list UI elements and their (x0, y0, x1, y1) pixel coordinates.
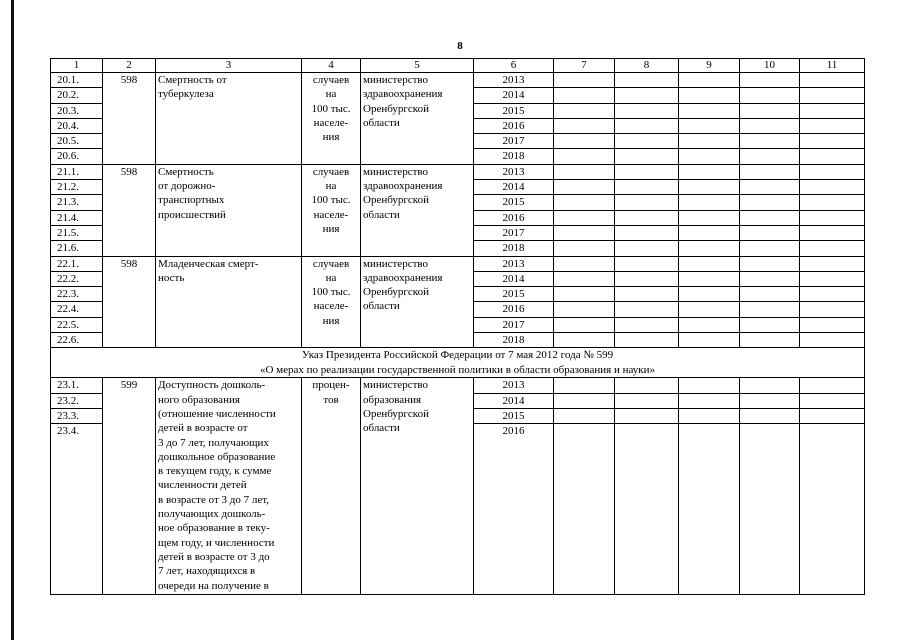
value-cell-col8 (615, 393, 679, 408)
row-number-cell: 21.2. (51, 180, 103, 195)
cell-line: тов (323, 393, 339, 406)
year-cell: 2018 (474, 241, 554, 256)
cell-line: 7 лет, находящихся в (158, 565, 256, 578)
cell-line: области (363, 116, 400, 129)
value-cell-col11 (800, 333, 865, 348)
value-cell-col7 (554, 180, 615, 195)
year-cell: 2014 (474, 180, 554, 195)
cell-line: Оренбургской (363, 286, 429, 299)
value-cell-col10 (740, 424, 800, 595)
value-cell-col11 (800, 180, 865, 195)
year-cell: 2017 (474, 134, 554, 149)
cell-line: ния (322, 131, 340, 144)
cell-line: министерство (363, 74, 429, 86)
year-cell: 2016 (474, 424, 554, 595)
cell-line: случаев (312, 257, 350, 270)
value-cell-col7 (554, 225, 615, 240)
value-cell-col9 (679, 180, 740, 195)
table-row (51, 73, 865, 88)
value-cell-col10 (740, 103, 800, 118)
value-cell-col7 (554, 333, 615, 348)
indicator-cell (156, 73, 302, 165)
value-cell-col9 (679, 134, 740, 149)
value-cell-col9 (679, 302, 740, 317)
value-cell-col7 (554, 103, 615, 118)
year-cell: 2014 (474, 393, 554, 408)
value-cell-col9 (679, 333, 740, 348)
cell-line: области (363, 300, 400, 313)
value-cell-col10 (740, 180, 800, 195)
column-header: 2 (103, 59, 156, 73)
value-cell-col7 (554, 256, 615, 271)
value-cell-col9 (679, 424, 740, 595)
row-number-cell: 21.3. (51, 195, 103, 210)
row-number-cell: 20.1. (51, 73, 103, 88)
row-number-cell: 20.3. (51, 103, 103, 118)
row-number-cell: 22.5. (51, 317, 103, 332)
page-number: 8 (457, 40, 463, 52)
value-cell-col11 (800, 378, 865, 393)
value-cell-col10 (740, 73, 800, 88)
decree-cell: 598 (103, 73, 156, 165)
value-cell-col8 (615, 103, 679, 118)
value-cell-col10 (740, 134, 800, 149)
unit-cell (302, 73, 361, 165)
row-number-cell: 22.2. (51, 271, 103, 286)
unit-cell (302, 164, 361, 256)
value-cell-col11 (800, 287, 865, 302)
value-cell-col8 (615, 287, 679, 302)
value-cell-col10 (740, 164, 800, 179)
cell-line: 100 тыс. (311, 286, 351, 299)
year-cell: 2017 (474, 225, 554, 240)
cell-line: области (363, 422, 400, 435)
year-cell: 2018 (474, 333, 554, 348)
cell-line: Младенческая смерт- (158, 257, 259, 270)
value-cell-col10 (740, 317, 800, 332)
value-cell-col8 (615, 149, 679, 164)
value-cell-col11 (800, 73, 865, 88)
cell-line: транспортных (158, 194, 225, 207)
year-cell: 2014 (474, 88, 554, 103)
row-number-cell: 22.6. (51, 333, 103, 348)
value-cell-col11 (800, 317, 865, 332)
value-cell-col7 (554, 210, 615, 225)
value-cell-col9 (679, 149, 740, 164)
value-cell-col9 (679, 195, 740, 210)
value-cell-col7 (554, 408, 615, 423)
year-cell: 2015 (474, 103, 554, 118)
value-cell-col9 (679, 256, 740, 271)
row-number-cell: 22.1. (51, 256, 103, 271)
column-header: 1 (51, 59, 103, 73)
value-cell-col7 (554, 424, 615, 595)
indicator-cell (156, 164, 302, 256)
year-cell: 2016 (474, 118, 554, 133)
value-cell-col10 (740, 271, 800, 286)
responsible-cell (361, 378, 474, 595)
row-number-cell: 21.4. (51, 210, 103, 225)
value-cell-col11 (800, 210, 865, 225)
cell-line: ния (322, 222, 340, 235)
row-number-cell: 20.2. (51, 88, 103, 103)
value-cell-col7 (554, 287, 615, 302)
decree-cell: 598 (103, 256, 156, 348)
value-cell-col8 (615, 241, 679, 256)
cell-line: населе- (313, 208, 349, 221)
responsible-cell (361, 73, 474, 165)
value-cell-col9 (679, 164, 740, 179)
value-cell-col8 (615, 424, 679, 595)
year-cell: 2015 (474, 408, 554, 423)
value-cell-col11 (800, 225, 865, 240)
value-cell-col9 (679, 118, 740, 133)
cell-line: дошкольное образование (158, 450, 276, 463)
cell-line: получающих дошколь- (158, 508, 266, 521)
cell-line: на (325, 180, 337, 193)
cell-line: детей в возрасте от 3 до (158, 550, 270, 563)
value-cell-col8 (615, 271, 679, 286)
cell-line: ное образование в теку- (158, 522, 270, 535)
cell-line: Смертность (158, 165, 214, 178)
value-cell-col9 (679, 73, 740, 88)
row-number-cell: 22.3. (51, 287, 103, 302)
cell-line: щем году, и численности (158, 536, 275, 549)
column-header: 10 (740, 59, 800, 73)
value-cell-col8 (615, 225, 679, 240)
cell-line: процен- (312, 379, 350, 392)
value-cell-col8 (615, 88, 679, 103)
value-cell-col7 (554, 118, 615, 133)
table-row (51, 378, 865, 393)
cell-line: в текущем году, к сумме (158, 465, 272, 478)
value-cell-col8 (615, 302, 679, 317)
value-cell-col10 (740, 333, 800, 348)
value-cell-col8 (615, 73, 679, 88)
value-cell-col8 (615, 317, 679, 332)
column-header: 11 (800, 59, 865, 73)
cell-line: населе- (313, 116, 349, 129)
column-header: 3 (156, 59, 302, 73)
value-cell-col9 (679, 317, 740, 332)
value-cell-col9 (679, 378, 740, 393)
row-number-cell: 21.5. (51, 225, 103, 240)
cell-line: ного образования (158, 393, 240, 406)
value-cell-col11 (800, 134, 865, 149)
cell-line: на (325, 88, 337, 101)
value-cell-col11 (800, 118, 865, 133)
cell-line: Оренбургской (363, 194, 429, 207)
cell-line: Смертность от (158, 74, 227, 86)
row-number-cell: 23.4. (51, 424, 103, 595)
year-cell: 2017 (474, 317, 554, 332)
value-cell-col8 (615, 210, 679, 225)
value-cell-col7 (554, 241, 615, 256)
indicators-table (50, 58, 865, 595)
decree-cell: 598 (103, 164, 156, 256)
cell-line: от дорожно- (158, 180, 216, 193)
cell-line: министерство (363, 165, 429, 178)
cell-line: здравоохранения (363, 88, 443, 101)
cell-line: очереди на получение в (158, 579, 269, 592)
cell-line: образования (363, 393, 422, 406)
value-cell-col10 (740, 287, 800, 302)
table-row (51, 164, 865, 179)
value-cell-col11 (800, 408, 865, 423)
value-cell-col11 (800, 271, 865, 286)
cell-line: на (325, 271, 337, 284)
value-cell-col9 (679, 241, 740, 256)
section-header-row (51, 348, 865, 378)
value-cell-col10 (740, 378, 800, 393)
cell-line: происшествий (158, 208, 226, 221)
value-cell-col11 (800, 256, 865, 271)
value-cell-col7 (554, 149, 615, 164)
table-row (51, 256, 865, 271)
value-cell-col10 (740, 149, 800, 164)
unit-cell (302, 378, 361, 595)
cell-line: случаев (312, 74, 350, 86)
left-margin-bar (11, 0, 14, 640)
cell-line: ния (322, 314, 340, 327)
row-number-cell: 22.4. (51, 302, 103, 317)
value-cell-col10 (740, 118, 800, 133)
table-body (51, 59, 865, 595)
cell-line: Оренбургской (363, 102, 429, 115)
value-cell-col8 (615, 134, 679, 149)
cell-line: случаев (312, 165, 350, 178)
value-cell-col10 (740, 210, 800, 225)
cell-line: ность (158, 271, 185, 284)
row-number-cell: 21.6. (51, 241, 103, 256)
cell-line: области (363, 208, 400, 221)
row-number-cell: 23.3. (51, 408, 103, 423)
value-cell-col7 (554, 73, 615, 88)
value-cell-col8 (615, 333, 679, 348)
cell-line: 100 тыс. (311, 102, 351, 115)
section-title-line2: «О мерах по реализации государственной политики в области образования и науки» (259, 363, 656, 376)
value-cell-col9 (679, 103, 740, 118)
value-cell-col10 (740, 88, 800, 103)
column-header: 8 (615, 59, 679, 73)
year-cell: 2013 (474, 256, 554, 271)
cell-line: здравоохранения (363, 180, 443, 193)
year-cell: 2016 (474, 302, 554, 317)
value-cell-col10 (740, 256, 800, 271)
unit-cell (302, 256, 361, 348)
value-cell-col7 (554, 195, 615, 210)
section-title-line1: Указ Президента Российской Федерации от 7 мая 2012 года № 599 (301, 349, 614, 362)
value-cell-col7 (554, 164, 615, 179)
value-cell-col11 (800, 195, 865, 210)
value-cell-col8 (615, 195, 679, 210)
value-cell-col7 (554, 88, 615, 103)
value-cell-col10 (740, 241, 800, 256)
value-cell-col9 (679, 210, 740, 225)
value-cell-col8 (615, 256, 679, 271)
value-cell-col10 (740, 302, 800, 317)
value-cell-col7 (554, 271, 615, 286)
cell-line: здравоохранения (363, 271, 443, 284)
value-cell-col9 (679, 393, 740, 408)
cell-line: детей в возрасте от (158, 422, 248, 435)
cell-line: в возрасте от 3 до 7 лет, (158, 493, 269, 506)
year-cell: 2013 (474, 164, 554, 179)
value-cell-col7 (554, 134, 615, 149)
indicator-cell (156, 256, 302, 348)
year-cell: 2014 (474, 271, 554, 286)
responsible-cell (361, 164, 474, 256)
value-cell-col7 (554, 378, 615, 393)
column-header: 4 (302, 59, 361, 73)
year-cell: 2015 (474, 287, 554, 302)
cell-line: Оренбургской (363, 407, 429, 420)
column-header-row (51, 59, 865, 73)
column-header: 5 (361, 59, 474, 73)
cell-line: министерство (363, 257, 429, 270)
year-cell: 2013 (474, 73, 554, 88)
column-header: 9 (679, 59, 740, 73)
cell-line: численности детей (158, 479, 247, 492)
value-cell-col11 (800, 103, 865, 118)
cell-line: 100 тыс. (311, 194, 351, 207)
value-cell-col10 (740, 195, 800, 210)
year-cell: 2015 (474, 195, 554, 210)
value-cell-col11 (800, 164, 865, 179)
value-cell-col11 (800, 393, 865, 408)
value-cell-col10 (740, 225, 800, 240)
section-header-cell (51, 348, 865, 378)
indicator-cell (156, 378, 302, 595)
cell-line: 3 до 7 лет, получающих (158, 436, 269, 449)
value-cell-col9 (679, 88, 740, 103)
value-cell-col7 (554, 393, 615, 408)
value-cell-col9 (679, 225, 740, 240)
row-number-cell: 23.1. (51, 378, 103, 393)
value-cell-col11 (800, 302, 865, 317)
value-cell-col11 (800, 424, 865, 595)
year-cell: 2013 (474, 378, 554, 393)
value-cell-col8 (615, 180, 679, 195)
value-cell-col11 (800, 88, 865, 103)
row-number-cell: 21.1. (51, 164, 103, 179)
year-cell: 2018 (474, 149, 554, 164)
row-number-cell: 20.5. (51, 134, 103, 149)
value-cell-col9 (679, 408, 740, 423)
value-cell-col8 (615, 378, 679, 393)
cell-line: (отношение численности (158, 407, 276, 420)
column-header: 6 (474, 59, 554, 73)
cell-line: туберкулеза (158, 88, 214, 101)
value-cell-col8 (615, 408, 679, 423)
decree-cell: 599 (103, 378, 156, 595)
value-cell-col7 (554, 302, 615, 317)
value-cell-col9 (679, 271, 740, 286)
value-cell-col11 (800, 241, 865, 256)
value-cell-col11 (800, 149, 865, 164)
cell-line: населе- (313, 300, 349, 313)
year-cell: 2016 (474, 210, 554, 225)
value-cell-col10 (740, 393, 800, 408)
row-number-cell: 20.4. (51, 118, 103, 133)
value-cell-col10 (740, 408, 800, 423)
column-header: 7 (554, 59, 615, 73)
responsible-cell (361, 256, 474, 348)
value-cell-col8 (615, 118, 679, 133)
row-number-cell: 23.2. (51, 393, 103, 408)
value-cell-col9 (679, 287, 740, 302)
value-cell-col8 (615, 164, 679, 179)
row-number-cell: 20.6. (51, 149, 103, 164)
cell-line: Доступность дошколь- (158, 379, 266, 392)
cell-line: министерство (363, 379, 429, 392)
value-cell-col7 (554, 317, 615, 332)
